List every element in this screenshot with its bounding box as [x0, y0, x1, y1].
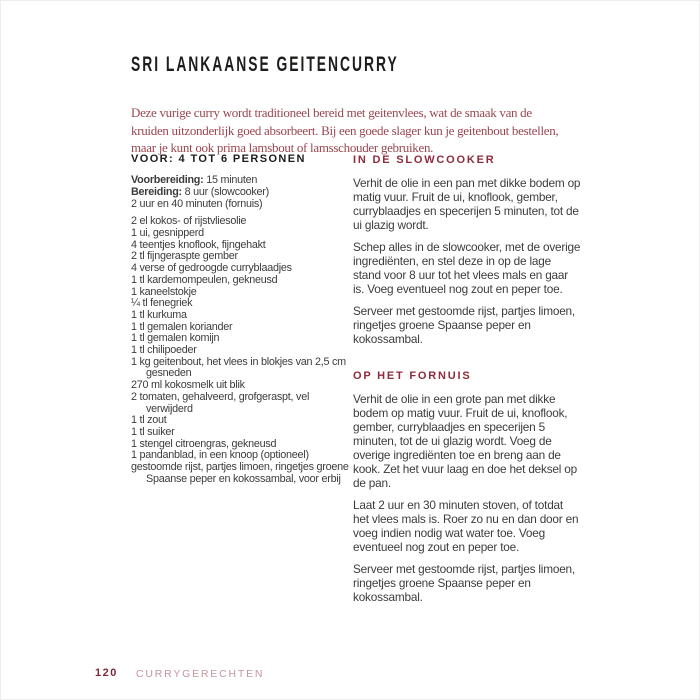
ingredient-item: 1 tl chilipoeder — [131, 344, 197, 357]
ingredients-column — [131, 154, 354, 485]
method-paragraph: Verhit de olie in een grote pan met dikke bodem op matig vuur. Fruit de ui, knoflook, gember, curryblaadjes en specerijen 5 minuten, tot de ui glazig wordt. Voeg de overige ingrediënten toe en breng aan de kook. Zet het vuur laag en doe het deksel op de pan. — [353, 392, 578, 490]
ingredient-item: 1 tl kardemompeulen, gekneusd — [131, 273, 278, 286]
timing-info — [131, 174, 354, 211]
page-number: 120 — [95, 667, 118, 679]
ingredient-item: 1 kaneelstokje — [131, 285, 197, 298]
ingredients-list — [131, 216, 354, 485]
servings-heading: VOOR: 4 TOT 6 PERSONEN — [131, 153, 306, 165]
ingredient-item: 1 pandanblad, in een knoop (optioneel) — [131, 449, 309, 462]
method-paragraph: Verhit de olie in een pan met dikke bodem op matig vuur. Fruit de ui, knoflook, gember, curryblaadjes en specerijen 5 minuten, tot de ui glazig wordt. — [353, 176, 581, 232]
recipe-intro: Deze vurige curry wordt traditioneel bereid met geitenvlees, wat de smaak van de kruiden uitzonderlijk goed absorbeert. Bij een goede slager kun je geitenbout bestellen, maar je kunt ook prima lamsbout of lamsschouder gebruiken. — [131, 105, 559, 155]
cook-time-alt-line — [131, 198, 354, 210]
ingredient-item: 4 verse of gedroogde curryblaadjes — [131, 262, 292, 275]
ingredient-item: 4 teentjes knoflook, fijngehakt — [131, 238, 266, 251]
ingredient-item: 1 tl gemalen koriander — [131, 320, 233, 333]
method-paragraph: Serveer met gestoomde rijst, partjes limoen, ringetjes groene Spaanse peper en kokossambal. — [353, 304, 575, 346]
chapter-name: CURRYGERECHTEN — [136, 667, 265, 680]
ingredient-item: 1 kg geitenbout, het vlees in blokjes van 2,5 cm gesneden — [131, 355, 346, 380]
ingredient-item: 1 tl gemalen komijn — [131, 332, 220, 345]
ingredient-item: 270 ml kokosmelk uit blik — [131, 379, 245, 392]
page-footer — [95, 667, 265, 680]
ingredient-item: 1 stengel citroengras, gekneusd — [131, 437, 277, 450]
recipe-title: SRI LANKAANSE GEITENCURRY — [131, 53, 399, 77]
method-section-slowcooker — [353, 154, 581, 346]
cook-time-line — [131, 186, 354, 198]
ingredient-item: gestoomde rijst, partjes limoen, ringetjes groene Spaanse peper en kokossambal, voor erbij — [131, 461, 349, 485]
ingredient-item: 2 el kokos- of rijstvliesolie — [131, 215, 247, 228]
prep-time-line — [131, 174, 354, 186]
ingredient-item: ¼ tl fenegriek — [131, 297, 193, 310]
ingredient-item: 1 tl zout — [131, 414, 167, 427]
method-paragraph: Laat 2 uur en 30 minuten stoven, of totdat het vlees mals is. Roer zo nu en dan door en voeg indien nodig wat water toe. Voeg eventueel nog zout en peper toe. — [353, 498, 579, 554]
prep-time-label: Voorbereiding: — [131, 173, 204, 186]
ingredient-item: 2 tomaten, gehalveerd, grofgeraspt, vel verwijderd — [131, 390, 310, 415]
method-section-stove — [353, 370, 581, 604]
method-paragraph: Serveer met gestoomde rijst, partjes limoen, ringetjes groene Spaanse peper en kokossambal. — [353, 562, 575, 604]
ingredient-item: 2 tl fijngeraspte gember — [131, 250, 238, 263]
cook-time-label: Bereiding: — [131, 185, 182, 198]
ingredient-item: 1 tl suiker — [131, 425, 175, 438]
method-column — [353, 154, 581, 612]
stove-heading: OP HET FORNUIS — [353, 370, 472, 382]
ingredient-item: 1 tl kurkuma — [131, 308, 187, 321]
slowcooker-heading: IN DE SLOWCOOKER — [353, 154, 496, 166]
ingredient-item: 1 ui, gesnipperd — [131, 227, 204, 240]
prep-time-value: 15 minuten — [206, 173, 258, 186]
cook-time-value: 8 uur (slowcooker) — [184, 185, 269, 198]
method-paragraph: Schep alles in de slowcooker, met de overige ingrediënten, en stel deze in op de lage stand voor 8 uur tot het vlees mals en gaar is. Voeg eventueel nog zout en peper toe. — [353, 240, 581, 296]
cook-time-alt-value: 2 uur en 40 minuten (fornuis) — [131, 198, 263, 211]
